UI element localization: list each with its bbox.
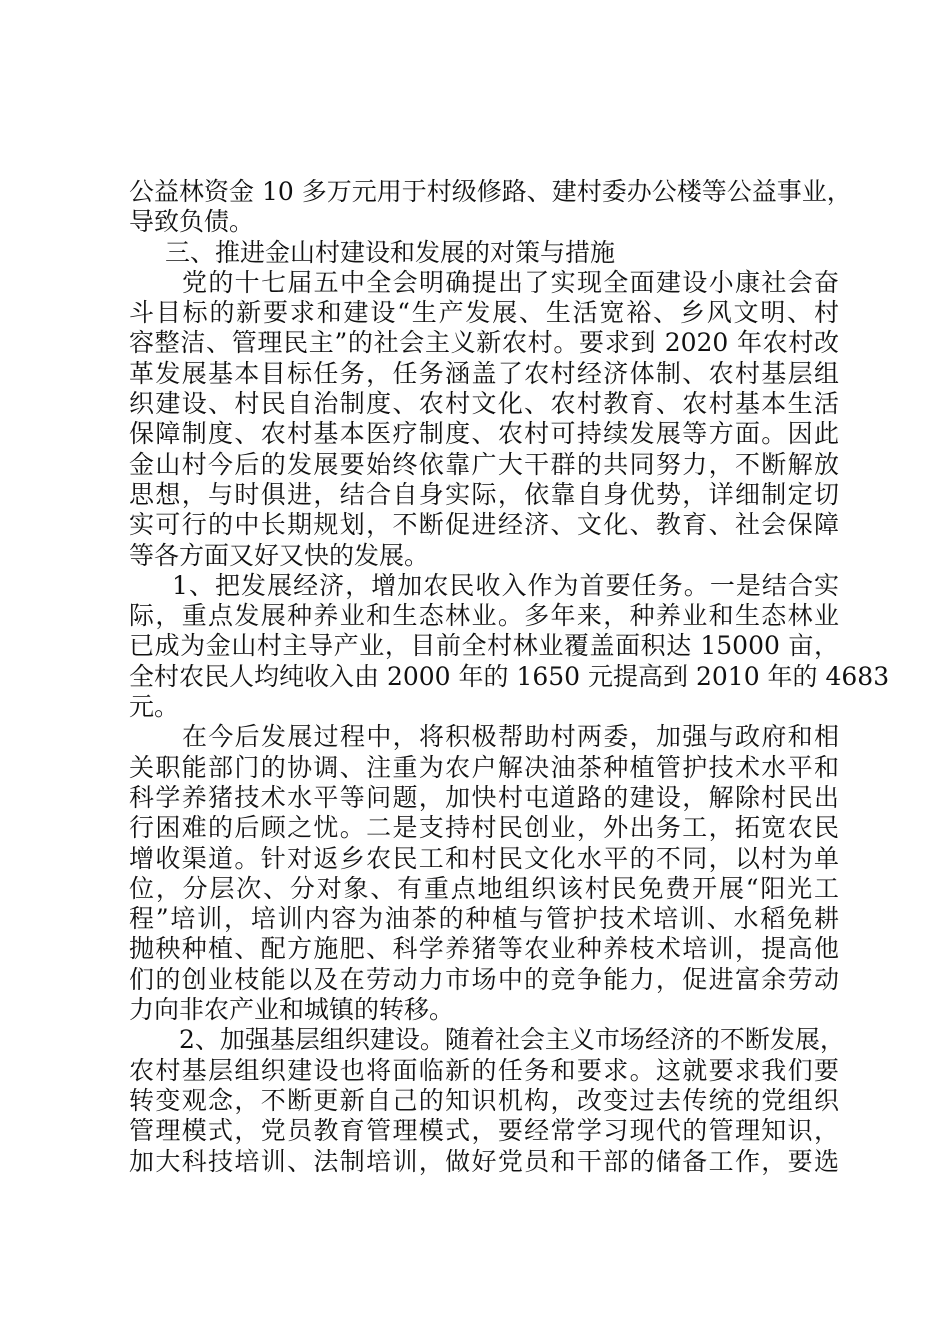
- text-line: 管理模式，党员教育管理模式，要经常学习现代的管理知识，: [129, 1116, 839, 1146]
- body-text: [129, 177, 890, 1177]
- text-line: 力向非农产业和城镇的转移。: [129, 995, 455, 1025]
- text-line: 行困难的后顾之忧。二是支持村民创业，外出务工，拓宽农民: [129, 813, 839, 843]
- text-line: 际，重点发展种养业和生态林业。多年来，种养业和生态林业: [129, 601, 839, 631]
- text-line: 保障制度、农村基本医疗制度、农村可持续发展等方面。因此: [129, 419, 839, 449]
- text-line: 革发展基本目标任务，任务涵盖了农村经济体制、农村基层组: [129, 358, 839, 388]
- text-line: 位，分层次、分对象、有重点地组织该村民免费开展“阳光工: [129, 873, 839, 903]
- text-line: 织建设、村民自治制度、农村文化、农村教育、农村基本生活: [129, 389, 839, 419]
- text-line: 斗目标的新要求和建设“生产发展、生活宽裕、乡风文明、村: [129, 298, 839, 328]
- text-line: 实可行的中长期规划，不断促进经济、文化、教育、社会保障: [129, 510, 839, 540]
- text-line: 公益林资金 10 多万元用于村级修路、建村委办公楼等公益事业，: [129, 177, 852, 206]
- text-line: 思想，与时俱进，结合自身实际，依靠自身优势，详细制定切: [129, 479, 839, 509]
- text-line: 容整洁、管理民主”的社会主义新农村。要求到 2020 年农村改: [129, 328, 839, 358]
- text-line: 农村基层组织建设也将面临新的任务和要求。这就要求我们要: [129, 1055, 839, 1085]
- text-line: 科学养猪技术水平等问题，加快村屯道路的建设，解除村民出: [129, 782, 839, 812]
- text-line: 们的创业枝能以及在劳动力市场中的竞争能力，促进富余劳动: [129, 964, 839, 994]
- text-line: 金山村今后的发展要始终依靠广大干群的共同努力，不断解放: [129, 449, 839, 479]
- text-line: 程”培训，培训内容为油茶的种植与管护技术培训、水稻免耕: [129, 904, 839, 934]
- text-line: 转变观念，不断更新自己的知识机构，改变过去传统的党组织: [129, 1085, 839, 1115]
- text-line: 全村农民人均纯收入由 2000 年的 1650 元提高到 2010 年的 4683: [129, 661, 890, 691]
- section-heading: 三、推进金山村建设和发展的对策与措施: [165, 237, 616, 267]
- text-line: 2、加强基层组织建设。随着社会主义市场经济的不断发展，: [179, 1025, 845, 1055]
- text-line: 在今后发展过程中，将积极帮助村两委，加强与政府和相: [182, 722, 839, 752]
- text-line: 抛秧种植、配方施肥、科学养猪等农业种养枝术培训，提高他: [129, 934, 839, 964]
- text-line: 增收渠道。针对返乡农民工和村民文化水平的不同，以村为单: [129, 843, 839, 873]
- text-line: 已成为金山村主导产业，目前全村林业覆盖面积达 15000 亩，: [129, 631, 839, 661]
- text-line: 等各方面又好又快的发展。: [129, 540, 430, 570]
- text-line: 导致负债。: [129, 207, 255, 237]
- text-line: 关职能部门的协调、注重为农户解决油茶种植管护技术水平和: [129, 752, 839, 782]
- text-line: 元。: [129, 692, 180, 722]
- text-line: 1、把发展经济，增加农民收入作为首要任务。一是结合实: [172, 570, 839, 600]
- text-line: 加大科技培训、法制培训，做好党员和干部的储备工作，要选: [129, 1146, 839, 1176]
- text-line: 党的十七届五中全会明确提出了实现全面建设小康社会奋: [182, 267, 839, 297]
